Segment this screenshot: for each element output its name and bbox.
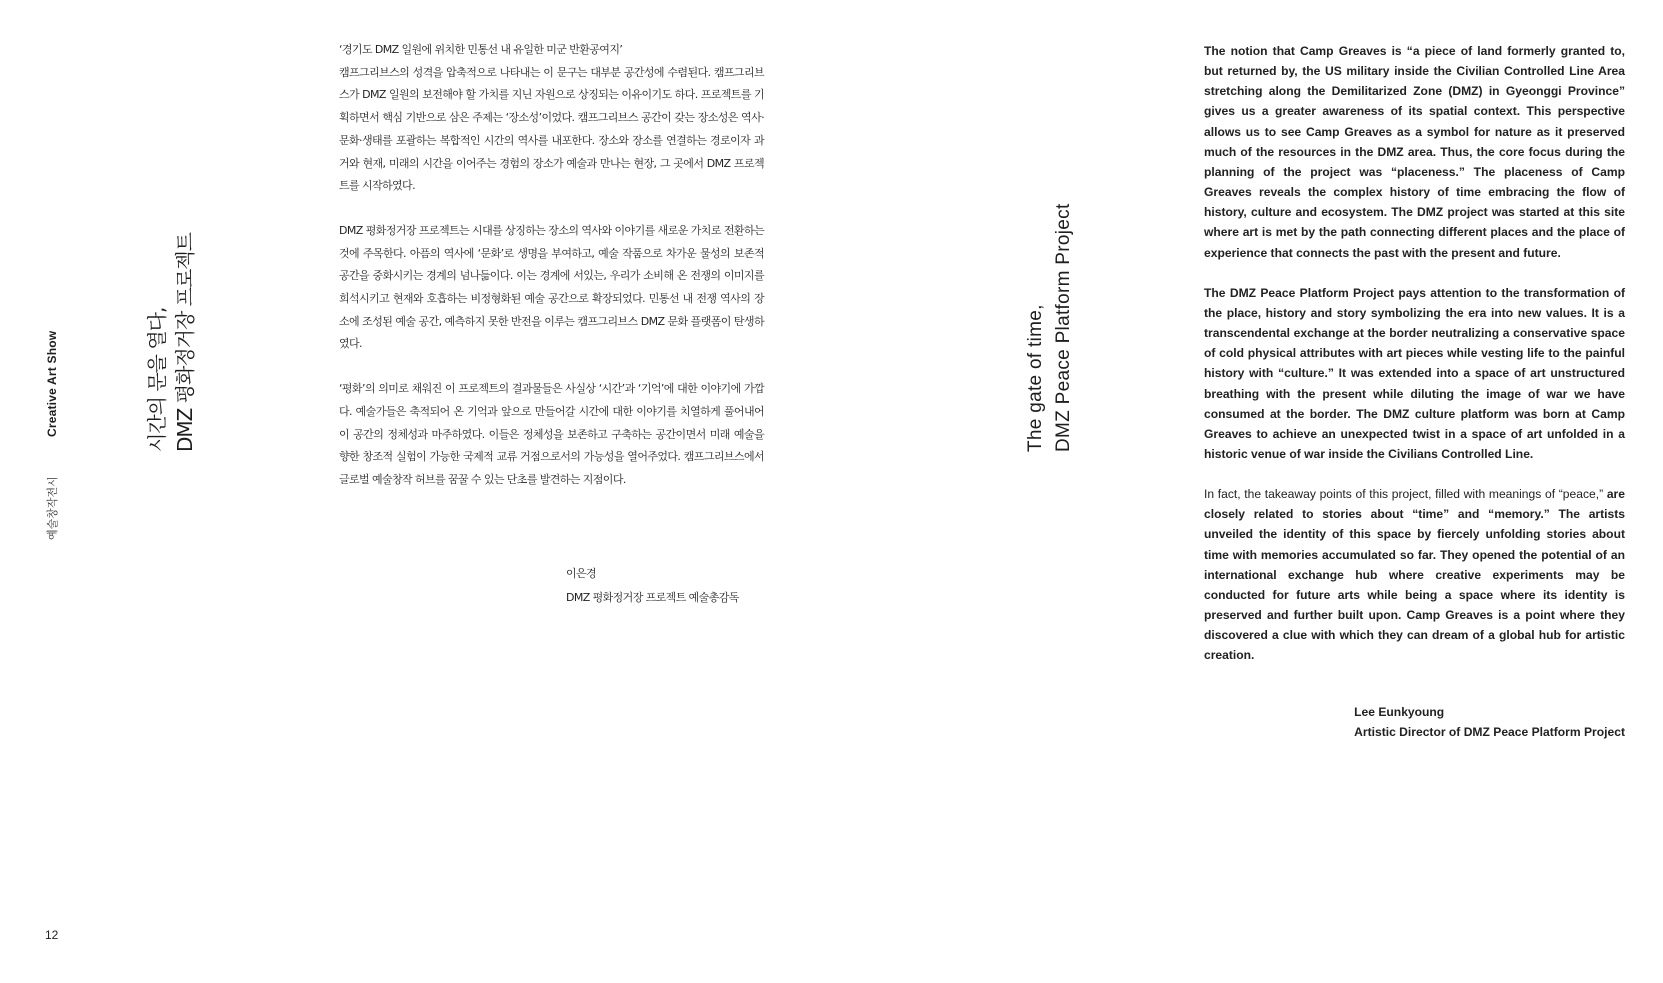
english-signature-name: Lee Eunkyoung bbox=[1354, 705, 1445, 719]
english-paragraph-2: The DMZ Peace Platform Project pays attention to the transformation of the place, history and story symbolizing the era into new values. It is a transcendental exchange at the border neutralizing a conservative space of cold physical attributes with art pieces while vesting life to the painful history with “culture.” It was extended into a space of art unstructured breathing with the present while diluting the image of war we have consumed at the border. The DMZ culture platform was born at Camp Greaves to achieve an unexpected twist in a space of art unfolded in a historic venue of war inside the Civilians Controlled Line. bbox=[1204, 285, 1625, 461]
section-title-english: Creative Art Show bbox=[45, 330, 59, 437]
title-english-line-1: The gate of time, bbox=[1025, 304, 1046, 452]
korean-paragraph-1-text: 캠프그리브스의 성격을 압축적으로 나타내는 이 문구는 대부분 공간성에 수렴된다. 캠프그리브스가 DMZ 일원의 보전해야 할 가치를 지닌 자원으로 상징되는 이유이기도 하다. 프로젝트를 기획하면서 핵심 기반으로 삼은 주제는 ‘장소성’이었다. 캠프그리브스 공간이 갖는 장소성은 역사‧문화‧생태를 포괄하는 복합적인 시간의 역사를 내포한다. 장소와 장소를 연결하는 경로이자 과거와 현재, 미래의 시간을 이어주는 경험의 장소가 예술과 만나는 현장, 그 곳에서 DMZ 프로젝트를 시작하였다. bbox=[339, 65, 764, 193]
english-paragraph-3 bbox=[1204, 484, 1625, 665]
english-paragraph-3-rest: are closely related to stories about “time” and “memory.” The artists unveiled the identity of this space by fiercely unfolding stories about time with memories accumulated so far. They opened the potential of an international exchange hub where creative experiments may be conducted for future arts while being a space where its identity is preserved and further built upon. Camp Greaves is a point where they discovered a clue with which they can dream of a global hub for artistic creation. bbox=[1204, 487, 1625, 663]
korean-paragraph-3: ‘평화’의 의미로 채워진 이 프로젝트의 결과물들은 사실상 ‘시간’과 ‘기억’에 대한 이야기에 가깝다. 예술가들은 축적되어 온 기억과 앞으로 만들어갈 시간에 대한 이야기를 치열하게 풀어내어 이 공간의 정체성과 마주하였다. 이들은 정체성을 보존하고 구축하는 공간이면서 미래 예술을 향한 창조적 실험이 가능한 국제적 교류 거점으로서의 가능성을 열어주었다. 캠프그리브스에서 글로벌 예술창작 허브를 꿈꿀 수 있는 단초를 발견하는 지점이다. bbox=[339, 382, 764, 486]
title-english-line-2: DMZ Peace Platform Project bbox=[1053, 203, 1074, 452]
english-body-text bbox=[1204, 41, 1625, 686]
section-title-korean: 예술창작전시 bbox=[46, 476, 59, 540]
english-signature-role: Artistic Director of DMZ Peace Platform Project bbox=[1354, 725, 1625, 740]
page-title-english bbox=[1022, 203, 1078, 452]
page-title-korean bbox=[143, 233, 199, 452]
title-korean-line-1: 시간의 문을 열다, bbox=[145, 307, 169, 452]
korean-body-text bbox=[339, 39, 764, 514]
page-number: 12 bbox=[45, 928, 59, 942]
english-paragraph-1: The notion that Camp Greaves is “a piece of land formerly granted to, but returned by, the US military inside the Civilian Controlled Line Area stretching along the Demilitarized Zone (DMZ) in Gyeonggi Province” gives us a greater awareness of its spatial context. This perspective allows us to see Camp Greaves as a symbol for nature as it preserved much of the resources in the DMZ area. Thus, the core focus during the planning of the project was “placeness.” The placeness of Camp Greaves reveals the complex history of time embracing the flow of history, culture and ecosystem. The DMZ project was started at this site where art is met by the path connecting different places and the place of experience that connects the past with the present and future. bbox=[1204, 44, 1625, 260]
title-korean-line-2: DMZ 평화정거장 프로젝트 bbox=[173, 233, 197, 452]
english-signature bbox=[1354, 702, 1625, 742]
korean-lead-quote: ‘경기도 DMZ 일원에 위치한 민통선 내 유일한 미군 반환공여지’ bbox=[339, 43, 623, 56]
korean-signature bbox=[566, 562, 739, 610]
korean-signature-name: 이은경 bbox=[566, 567, 597, 580]
korean-paragraph-1 bbox=[339, 39, 764, 198]
korean-paragraph-2: DMZ 평화정거장 프로젝트는 시대를 상징하는 장소의 역사와 이야기를 새로운 가치로 전환하는 것에 주목한다. 아픔의 역사에 ‘문화’로 생명을 부여하고, 예술 작품으로 차가운 물성의 보존적 공간을 중화시키는 경계의 넘나듦이다. 이는 경계에 서있는, 우리가 소비해 온 전쟁의 이미지를 희석시키고 현재와 호흡하는 비정형화된 예술 공간으로 확장되었다. 민통선 내 전쟁 역사의 장소에 조성된 예술 공간, 예측하지 못한 반전을 이루는 캠프그리브스 DMZ 문화 플랫폼이 탄생하였다. bbox=[339, 223, 764, 351]
korean-signature-role: DMZ 평화정거장 프로젝트 예술총감독 bbox=[566, 591, 739, 604]
english-paragraph-3-lead: In fact, the takeaway points of this project, filled with meanings of “peace,” bbox=[1204, 487, 1604, 502]
